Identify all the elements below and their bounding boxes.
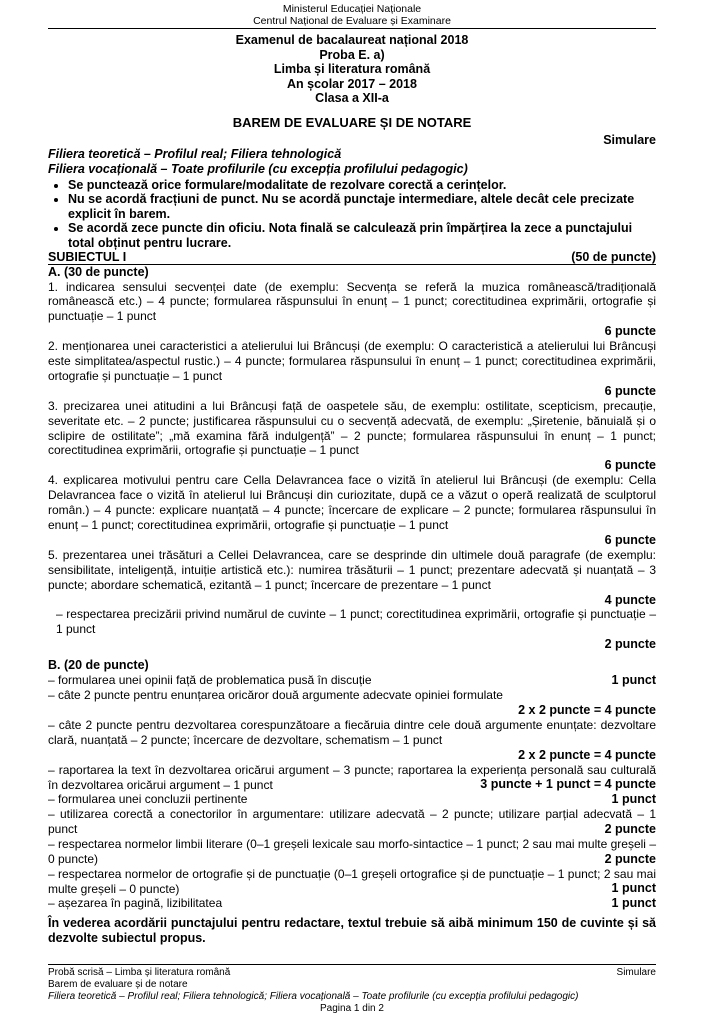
header-divider	[48, 28, 656, 29]
line-text: – formularea unei concluzii pertinente	[48, 792, 248, 807]
section-a-label: A. (30 de puncte)	[48, 265, 149, 279]
item-text: 5. prezentarea unei trăsături a Cellei Delavrancea, care se desprinde din ultimele două paragrafe (de exemplu: sensibilitate, inteligență, intuiție artistică etc.): numirea trăsăturii – 1 punct; prezentare adecvată și nuanțată – 3 puncte; abordare schematică, ezitantă – 1 punct; încercare de prezentare – 1 punct	[48, 547, 656, 592]
rules-list	[48, 178, 656, 251]
section-b-line-points: 2 x 2 puncte = 4 puncte	[518, 747, 656, 762]
item-points: 6 puncte	[604, 458, 656, 473]
footer-simulare: Simulare	[616, 967, 656, 978]
item-points: 2 puncte	[604, 637, 656, 652]
rule-item: • Se punctează orice formulare/modalitate de rezolvare corectă a cerințelor.	[68, 178, 656, 193]
section-b-line	[48, 673, 656, 688]
barem-title: BAREM DE EVALUARE ȘI DE NOTARE	[232, 114, 472, 130]
exam-subject: Limba și literatura română	[273, 62, 431, 76]
subject-label: SUBIECTUL I	[48, 250, 127, 264]
footer-row	[48, 967, 656, 979]
subject-points: (50 de puncte)	[571, 250, 656, 264]
section-b-line	[48, 792, 656, 807]
section-b-line: – utilizarea corectă a conectorilor în argumentare: utilizare adecvată – 2 puncte; utilizare parțial adecvată – 1 punct	[48, 807, 656, 837]
exam-class: Clasa a XII-a	[315, 91, 389, 105]
ministry-name: Ministerul Educației Naționale	[282, 3, 422, 15]
item-points: 6 puncte	[604, 324, 656, 339]
document-page	[48, 0, 656, 946]
exam-year: An școlar 2017 – 2018	[287, 76, 417, 91]
subject-heading	[48, 250, 656, 265]
section-b-line-points: 3 puncte + 1 punct = 4 puncte	[480, 777, 656, 792]
line-points: 1 punct	[611, 673, 656, 688]
section-b-line-points: 1 punct	[611, 881, 656, 896]
item-text: 1. indicarea sensului secvenței date (de exemplu: Secvența se referă la muzica românească/tradițională românească etc.) – 4 puncte; formularea răspunsului în enunț – 1 punct; corectitudinea exprimării, ortografie și punctuație – 1 punct	[48, 279, 656, 324]
footer-filiera: Filiera teoretică – Profilul real; Filiera tehnologică; Filiera vocațională – Toate profilurile (cu excepția profilului pedagogic)	[48, 991, 579, 1002]
section-b-label: B. (20 de puncte)	[48, 658, 149, 673]
exam-proba: Proba E. a)	[319, 47, 385, 62]
footer-probe: Probă scrisă – Limba și literatura română	[48, 967, 231, 978]
line-points: 1 punct	[611, 896, 656, 911]
rule-item: • Se acordă zece puncte din oficiu. Nota finală se calculează prin împărțirea la zece a punctajului total obținut pentru lucrare.	[68, 221, 656, 250]
item-points: 6 puncte	[604, 383, 656, 398]
redactare-note: În vederea acordării punctajului pentru redactare, textul trebuie să aibă minimum 150 de cuvinte și să dezvolte subiectul propus.	[48, 916, 656, 946]
header	[48, 3, 656, 27]
exam-title-block	[48, 33, 656, 106]
simulare-label: Simulare	[603, 132, 656, 147]
line-points: 1 punct	[611, 792, 656, 807]
item-text: 2. menționarea unei caracteristici a atelierului lui Brâncuși (de exemplu: O caracteristică a atelierului lui Brâncuși este simplitatea/aspectul rustic.) – 4 puncte; formularea răspunsului în enunț – 1 punct; corectitudinea exprimării, ortografie și punctuație – 1 punct	[48, 339, 656, 383]
item-points: 6 puncte	[604, 532, 656, 547]
footer-barem: Barem de evaluare și de notare	[48, 979, 188, 990]
filiera-line-2: Filiera vocațională – Toate profilurile (cu excepția profilului pedagogic)	[48, 161, 468, 176]
item-text: – respectarea precizării privind numărul de cuvinte – 1 punct; corectitudinea exprimării, ortografie și punctuație – 1 punct	[56, 607, 656, 637]
line-text: – formularea unei opinii față de problematica pusă în discuție	[48, 673, 372, 688]
section-a-item-4	[48, 473, 656, 548]
section-b-line: – câte 2 puncte pentru dezvoltarea corespunzătoare a fiecăruia dintre cele două argumente enunțate: dezvoltare clară, nuanțată – 2 puncte; încercare de dezvoltare, schematism – 1 punct	[48, 717, 656, 747]
exam-title: Examenul de bacalaureat național 2018	[235, 33, 469, 47]
item-text: 3. precizarea unei atitudini a lui Brâncuși față de oaspetele său, de exemplu: ostilitate, scepticism, precauție, severitate etc. – 2 puncte; justificarea răspunsului cu o secvență adecvată, de exemplu: „Șiretenie, bănuială și o sclipire de ostilitate”; „mă examina fără indulgență” – 2 puncte; formularea răspunsului în enunț – 1 punct; corectitudinea exprimării, ortografie și punctuație – 1 punct	[48, 398, 656, 458]
item-text: 4. explicarea motivului pentru care Cella Delavrancea face o vizită în atelierul lui Brâncuși (de exemplu: Cella Delavrancea face o vizită în atelierul lui Brâncuși din curiozitate, după ce a văzut o operă realizată de sculptorul român.) – 4 puncte: explicare nuanțată – 4 puncte; încercare de explicare – 2 puncte; formularea răspunsului în enunț – 1 punct; corectitudinea exprimării, ortografie și punctuație – 1 punct	[48, 473, 656, 532]
section-a-item-1	[48, 280, 656, 340]
section-a-item-6	[48, 607, 656, 652]
page-footer	[48, 964, 656, 1015]
section-b-line: – respectarea normelor limbii literare (0–1 greșeli lexicale sau morfo-sintactice – 1 punct; 2 sau mai multe greșeli – 0 puncte)	[48, 836, 656, 866]
section-b-line: – respectarea normelor de ortografie și de punctuație (0–1 greșeli ortografice și de punctuație – 1 punct; 2 sau mai multe greșeli – 0 puncte)	[48, 866, 656, 896]
rule-item: • Nu se acordă fracțiuni de punct. Nu se acordă punctaje intermediare, altele decât cele precizate explicit în barem.	[68, 192, 656, 221]
center-name: Centrul Național de Evaluare și Examinare	[253, 15, 451, 27]
section-a-item-5	[48, 548, 656, 608]
section-b-line-points: 2 x 2 puncte = 4 puncte	[518, 702, 656, 717]
section-b-line: – câte 2 puncte pentru enunțarea oricăror două argumente adecvate opiniei formulate	[48, 688, 503, 703]
filiera-line-1: Filiera teoretică – Profilul real; Filiera tehnologică	[48, 146, 342, 161]
section-b-line-points: 2 puncte	[604, 851, 656, 866]
section-a-item-3	[48, 399, 656, 474]
page-number: Pagina 1 din 2	[320, 1003, 384, 1014]
line-text: – așezarea în pagină, lizibilitatea	[48, 896, 223, 911]
item-points: 4 puncte	[604, 592, 656, 607]
section-b-line	[48, 896, 656, 911]
section-b-line-points: 2 puncte	[604, 822, 656, 837]
section-b-line: – raportarea la text în dezvoltarea oricărui argument – 3 puncte; raportarea la experiența personală sau culturală în dezvoltarea oricărui argument – 1 punct	[48, 762, 656, 792]
section-a-item-2	[48, 339, 656, 399]
